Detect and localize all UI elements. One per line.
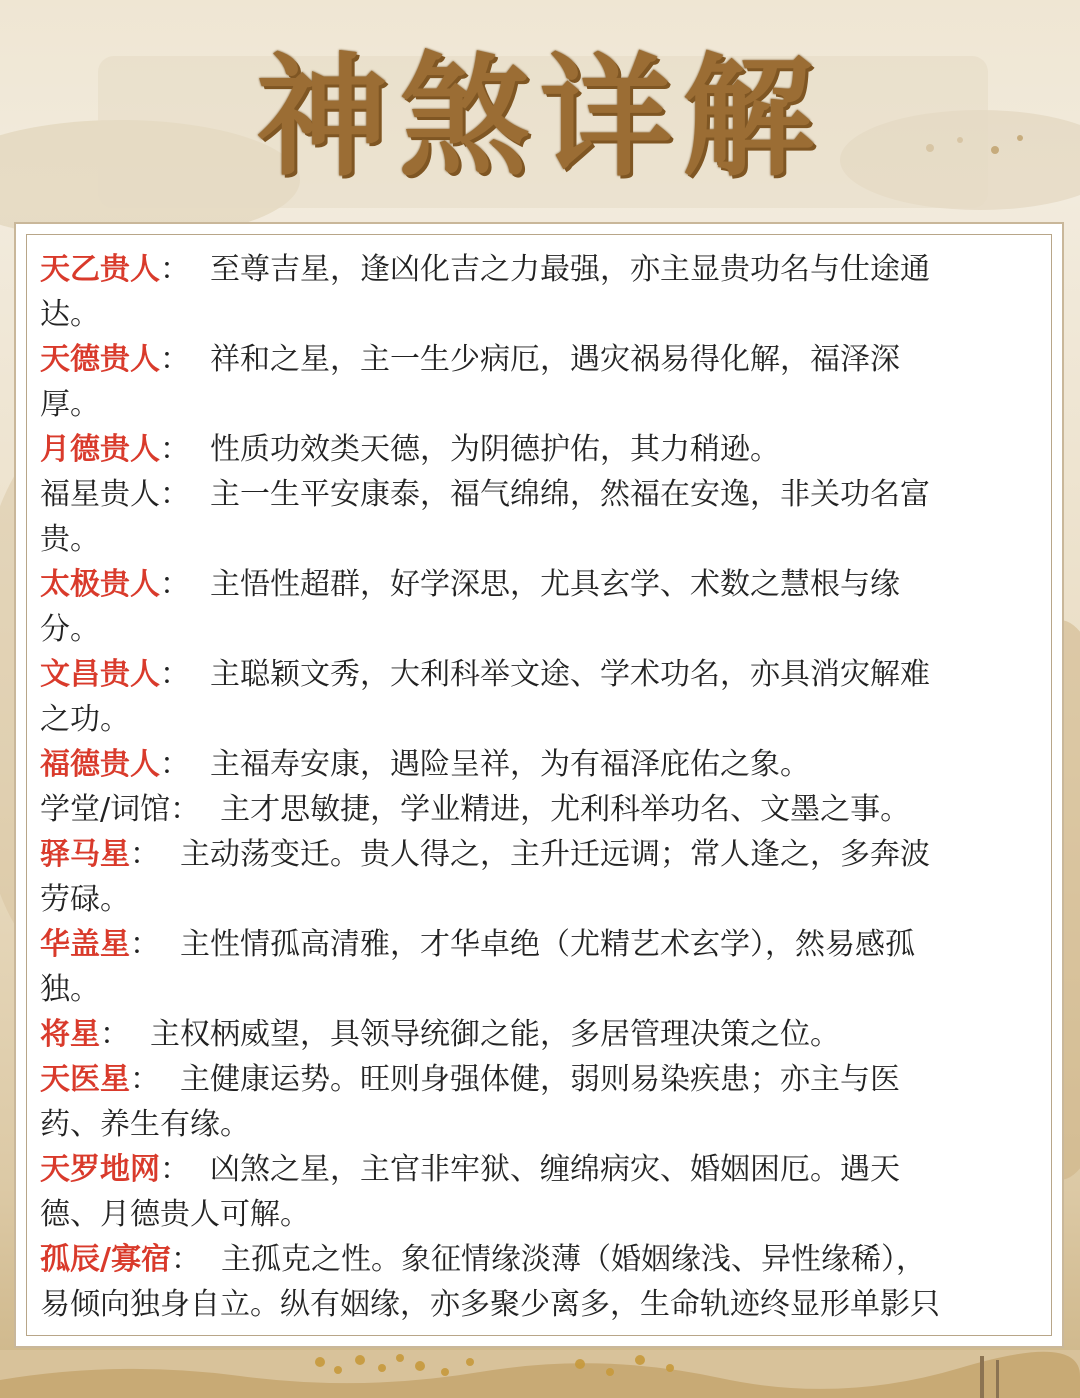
entry-yuede (40, 427, 1040, 472)
entry-term: 孤辰/寡宿 (40, 1242, 171, 1277)
entry-tiande (40, 337, 1040, 427)
entry-fude (40, 742, 1040, 787)
entry-term: 天乙贵人 (40, 252, 160, 287)
entry-huagai (40, 922, 1040, 1012)
entry-desc: 主悟性超群，好学深思，尤具玄学、术数之慧根与缘 (210, 567, 900, 602)
entry-term: 文昌贵人 (40, 657, 160, 692)
entry-term: 天医星 (40, 1062, 130, 1097)
entry-term: 华盖星 (40, 927, 130, 962)
entry-colon: ： (160, 432, 190, 467)
entry-xuetang (40, 787, 1040, 832)
entry-desc: 祥和之星，主一生少病厄，遇灾祸易得化解，福泽深 (210, 342, 900, 377)
entry-colon: ： (160, 477, 190, 512)
entry-desc-cont: 独。 (40, 972, 100, 1007)
entry-list (40, 247, 1040, 1327)
footer-landscape (0, 1350, 1080, 1398)
entry-colon: ： (160, 567, 190, 602)
entry-fuxing (40, 472, 1040, 562)
entry-desc-cont: 易倾向独身自立。纵有姻缘，亦多聚少离多，生命轨迹终显形单影只 (40, 1287, 940, 1322)
entry-desc-cont: 德、月德贵人可解。 (40, 1197, 310, 1232)
entry-desc-cont: 分。 (40, 612, 100, 647)
entry-tianluodiwang (40, 1147, 1040, 1237)
entry-term: 将星 (40, 1017, 100, 1052)
entry-colon: ： (170, 1242, 201, 1277)
entry-desc: 凶煞之星，主官非牢狱、缠绵病灾、婚姻困厄。遇天 (210, 1152, 900, 1187)
entry-term: 天罗地网 (40, 1152, 160, 1187)
entry-desc: 主性情孤高清雅，才华卓绝（尤精艺术玄学），然易感孤 (180, 927, 915, 962)
entry-colon: ： (160, 657, 190, 692)
entry-taiji (40, 562, 1040, 652)
entry-desc: 主动荡变迁。贵人得之，主升迁远调；常人逢之，多奔波 (180, 837, 930, 872)
entry-desc: 主权柄威望，具领导统御之能，多居管理决策之位。 (150, 1017, 840, 1052)
entry-colon: ： (170, 792, 201, 827)
entry-desc-cont: 之功。 (40, 702, 130, 737)
entry-desc: 主孤克之性。象征情缘淡薄（婚姻缘浅、异性缘稀）， (220, 1242, 926, 1277)
entry-colon: ： (160, 342, 190, 377)
entry-desc-cont: 劳碌。 (40, 882, 130, 917)
entry-colon: ： (130, 837, 160, 872)
entry-wenchang (40, 652, 1040, 742)
entry-jiangxing (40, 1012, 1040, 1057)
entry-colon: ： (100, 1017, 130, 1052)
entry-desc: 主福寿安康，遇险呈祥，为有福泽庇佑之象。 (210, 747, 810, 782)
entry-desc: 主聪颖文秀，大利科举文途、学术功名，亦具消灾解难 (210, 657, 930, 692)
entry-colon: ： (160, 1152, 190, 1187)
entry-yima (40, 832, 1040, 922)
entry-term: 月德贵人 (40, 432, 160, 467)
entry-desc-cont: 厚。 (40, 387, 100, 422)
entry-guchen-guasu (40, 1237, 1040, 1327)
entry-desc: 主才思敏捷，学业精进，尤利科举功名、文墨之事。 (220, 792, 911, 827)
page-title: 神煞详解 (256, 40, 824, 195)
entry-tianyi-star (40, 1057, 1040, 1147)
entry-desc: 性质功效类天德，为阴德护佑，其力稍逊。 (210, 432, 780, 467)
entry-colon: ： (130, 1062, 160, 1097)
entry-desc-cont: 贵。 (40, 522, 100, 557)
entry-desc: 主健康运势。旺则身强体健，弱则易染疾患；亦主与医 (180, 1062, 900, 1097)
entry-term: 天德贵人 (40, 342, 160, 377)
entry-term: 学堂/词馆 (40, 792, 171, 827)
entry-desc-cont: 达。 (40, 297, 100, 332)
entry-term: 福德贵人 (40, 747, 160, 782)
entry-desc: 主一生平安康泰，福气绵绵，然福在安逸，非关功名富 (210, 477, 930, 512)
entry-desc: 至尊吉星，逢凶化吉之力最强，亦主显贵功名与仕途通 (210, 252, 930, 287)
entry-term: 太极贵人 (40, 567, 160, 602)
entry-colon: ： (130, 927, 160, 962)
entry-term: 驿马星 (40, 837, 130, 872)
entry-colon: ： (160, 747, 190, 782)
entry-term: 福星贵人 (40, 477, 160, 512)
entry-colon: ： (160, 252, 190, 287)
entry-desc-cont: 药、养生有缘。 (40, 1107, 250, 1142)
entry-tianyi (40, 247, 1040, 337)
